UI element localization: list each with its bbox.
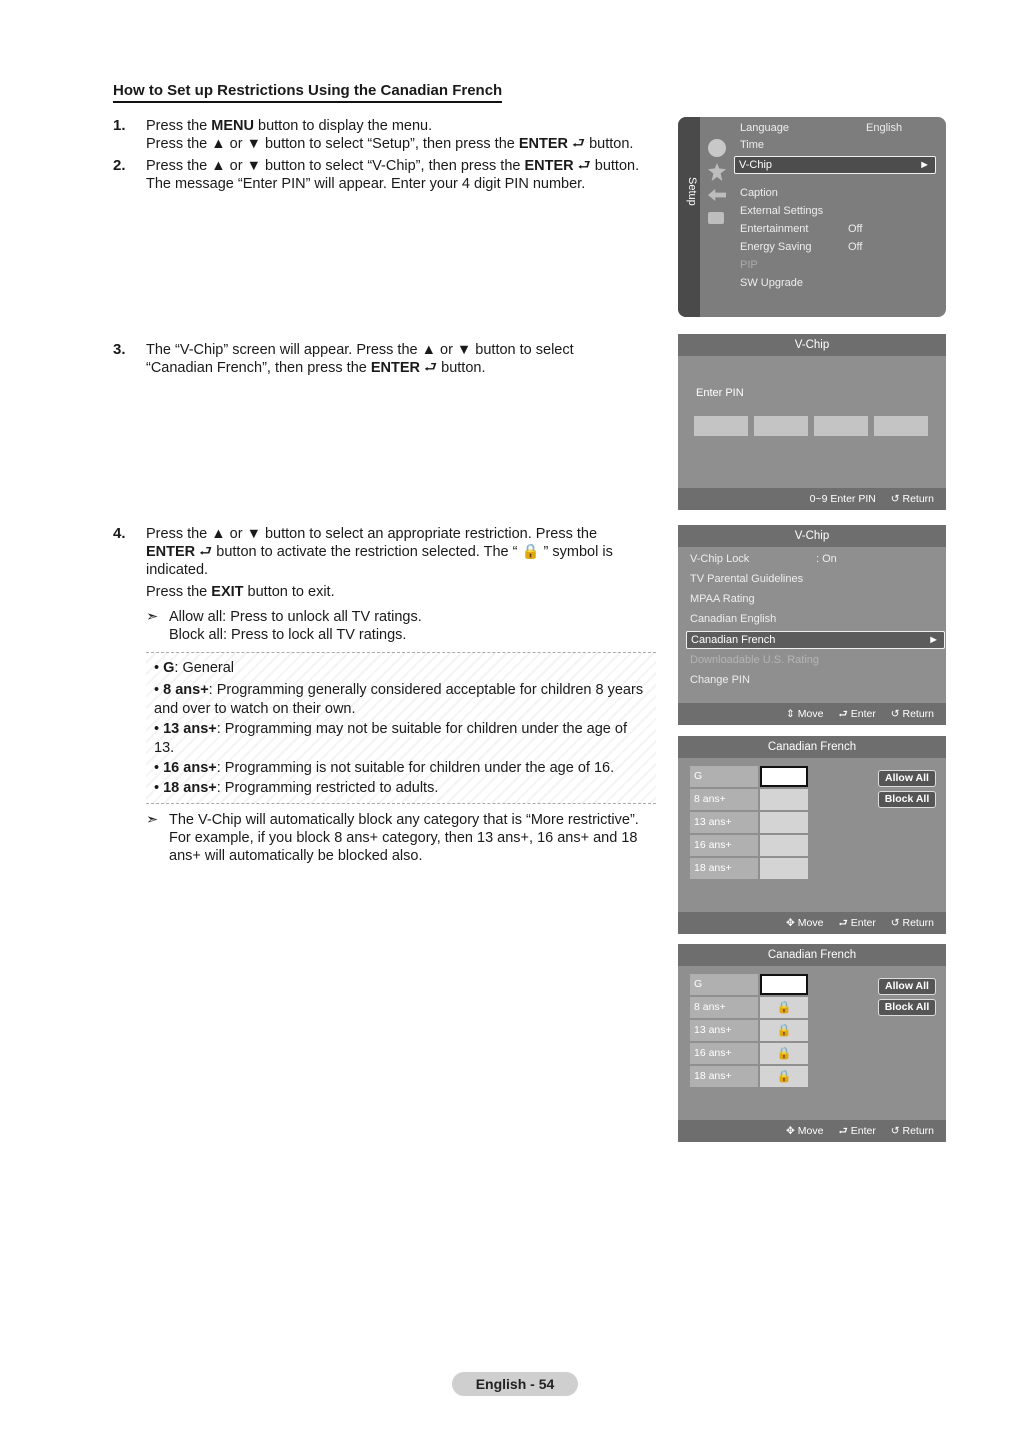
screen-footer bbox=[678, 488, 946, 510]
pin-digit-3[interactable] bbox=[814, 416, 868, 436]
arrow-right-icon: ► bbox=[928, 634, 939, 646]
step-number: 2. bbox=[113, 157, 126, 174]
step-3 bbox=[113, 341, 673, 381]
allow-all-button[interactable]: Allow All bbox=[878, 978, 936, 995]
rating-item: • 8 ans+: Programming generally considered acceptable for children 8 years and over to watch on their own. bbox=[154, 682, 644, 717]
screen-title: Canadian French bbox=[678, 736, 946, 758]
category-13-ans[interactable]: 13 ans+ bbox=[690, 1020, 758, 1041]
footer-return: ↺ Return bbox=[890, 493, 934, 505]
enter-pin-label: Enter PIN bbox=[696, 387, 744, 399]
category-18-ans[interactable]: 18 ans+ bbox=[690, 1066, 758, 1087]
note-auto-text: The V-Chip will automatically block any category that is “More restrictive”. For example, if you block 8 ans+ category, then 13 ans+, 16 ans+ and 18 ans+ will automatically be blocked also. bbox=[169, 812, 639, 864]
support-icon bbox=[708, 189, 726, 201]
menu-item-external-settings[interactable] bbox=[740, 205, 930, 217]
lock-column bbox=[760, 766, 808, 881]
allow-all-button[interactable]: Allow All bbox=[878, 770, 936, 787]
rating-code: G bbox=[163, 660, 175, 676]
rating-definitions bbox=[146, 652, 656, 804]
screen-title: Canadian French bbox=[678, 944, 946, 966]
lock-toggle-13-ans[interactable] bbox=[760, 1020, 808, 1041]
lock-icon: 🔒 bbox=[776, 1023, 792, 1037]
category-13-ans[interactable]: 13 ans+ bbox=[690, 812, 758, 833]
menu-item-caption[interactable] bbox=[740, 187, 930, 199]
category-8-ans[interactable]: 8 ans+ bbox=[690, 997, 758, 1018]
pin-digit-4[interactable] bbox=[874, 416, 928, 436]
footer-enter-pin: 0~9 Enter PIN bbox=[809, 493, 876, 505]
enter-key: ENTER bbox=[524, 158, 574, 174]
text: ⮐ button. bbox=[568, 136, 634, 152]
rating-desc: : Programming is not suitable for children under the age of 16. bbox=[216, 760, 615, 776]
note-allow-block bbox=[146, 608, 666, 648]
rating-desc: : Programming may not be suitable for children under the age of 13. bbox=[154, 721, 627, 756]
pin-digit-1[interactable] bbox=[694, 416, 748, 436]
menu-label: Energy Saving bbox=[740, 241, 812, 253]
menu-label: PIP bbox=[740, 259, 758, 271]
category-18-ans[interactable]: 18 ans+ bbox=[690, 858, 758, 879]
text: ⮐ button to activate the restriction selected. The “ 🔒 ” symbol is indicated. bbox=[146, 544, 613, 578]
text: Press the bbox=[146, 118, 212, 134]
menu-value: : On bbox=[816, 553, 837, 565]
pin-digit-2[interactable] bbox=[754, 416, 808, 436]
enter-pin-screen bbox=[678, 334, 946, 510]
enter-key: ENTER bbox=[370, 360, 421, 376]
lock-toggle-16-ans[interactable] bbox=[760, 835, 808, 856]
lock-column bbox=[760, 974, 808, 1089]
footer-move: ✥ Move bbox=[786, 917, 824, 929]
screen-footer bbox=[678, 912, 946, 934]
menu-item-language[interactable] bbox=[740, 122, 930, 134]
canadian-french-screen-unlocked bbox=[678, 736, 946, 934]
rating-desc: : General bbox=[174, 660, 235, 676]
page-number: English - 54 bbox=[452, 1372, 578, 1396]
category-column bbox=[690, 974, 758, 1089]
text: Press the ▲ or ▼ button to select “Setup”, then press the bbox=[146, 136, 519, 152]
footer-move: ⇕ Move bbox=[786, 708, 824, 720]
lock-toggle-16-ans[interactable] bbox=[760, 1043, 808, 1064]
menu-item-pip[interactable] bbox=[740, 259, 930, 271]
step-number: 1. bbox=[113, 117, 126, 134]
step-number: 3. bbox=[113, 341, 126, 358]
arrow-right-icon: ► bbox=[919, 159, 930, 171]
menu-value: Off bbox=[848, 223, 863, 235]
lock-toggle-13-ans[interactable] bbox=[760, 812, 808, 833]
block-all-button[interactable]: Block All bbox=[878, 999, 936, 1016]
menu-item-canadian-french[interactable] bbox=[686, 631, 945, 649]
text: ⮐ button. The message “Enter PIN” will appear. Enter your 4 digit PIN number. bbox=[146, 158, 640, 192]
rating-item: • 13 ans+: Programming may not be suitable for children under the age of 13. bbox=[154, 721, 627, 756]
menu-label: Downloadable U.S. Rating bbox=[690, 654, 820, 666]
rating-code: 18 ans+ bbox=[163, 780, 217, 796]
menu-label: Language bbox=[740, 122, 789, 134]
footer-enter: ⮐ Enter bbox=[838, 708, 876, 720]
lock-toggle-g[interactable] bbox=[760, 766, 808, 787]
category-g[interactable]: G bbox=[690, 766, 758, 787]
rating-item: • G: General bbox=[154, 660, 235, 676]
footer-enter: ⮐ Enter bbox=[838, 1125, 876, 1137]
menu-item-entertainment[interactable] bbox=[740, 223, 930, 235]
screen-footer bbox=[678, 703, 946, 725]
text: The “V-Chip” screen will appear. Press the ▲ or ▼ button to select “Canadian French”, then press the bbox=[146, 342, 574, 376]
step-1 bbox=[113, 117, 673, 157]
menu-label: Caption bbox=[740, 187, 778, 199]
v-chip-menu-screen bbox=[678, 525, 946, 725]
menu-label: TV Parental Guidelines bbox=[690, 573, 804, 585]
lock-toggle-18-ans[interactable] bbox=[760, 858, 808, 879]
menu-label: Canadian French bbox=[691, 634, 776, 646]
menu-item-energy-saving[interactable] bbox=[740, 241, 930, 253]
footer-return: ↺ Return bbox=[890, 1125, 934, 1137]
lock-icon: 🔒 bbox=[776, 1046, 792, 1060]
page-heading: How to Set up Restrictions Using the Canadian French bbox=[113, 82, 502, 103]
category-16-ans[interactable]: 16 ans+ bbox=[690, 1043, 758, 1064]
note-auto-block bbox=[146, 811, 666, 871]
menu-item-downloadable-us-rating[interactable] bbox=[690, 654, 819, 666]
gear-icon bbox=[708, 163, 726, 181]
menu-label: Change PIN bbox=[690, 674, 750, 686]
note-arrow-icon: ➣ bbox=[146, 812, 159, 828]
menu-value: English bbox=[866, 122, 903, 134]
lock-icon: 🔒 bbox=[776, 1069, 792, 1083]
screen-title: V-Chip bbox=[678, 525, 946, 547]
footer-return: ↺ Return bbox=[890, 708, 934, 720]
lock-toggle-8-ans[interactable] bbox=[760, 789, 808, 810]
category-column bbox=[690, 766, 758, 881]
lock-toggle-18-ans[interactable] bbox=[760, 1066, 808, 1087]
note-allow: Allow all: Press to unlock all TV ratings. bbox=[169, 609, 422, 625]
menu-label: Entertainment bbox=[740, 223, 809, 235]
menu-item-v-chip[interactable] bbox=[734, 156, 936, 174]
note-block: Block all: Press to lock all TV ratings. bbox=[169, 627, 407, 643]
enter-key: ENTER bbox=[146, 544, 196, 560]
footer-enter: ⮐ Enter bbox=[838, 917, 876, 929]
side-label: Setup bbox=[686, 177, 698, 206]
rating-code: 8 ans+ bbox=[163, 682, 209, 698]
canadian-french-screen-locked bbox=[678, 944, 946, 1142]
block-all-button[interactable]: Block All bbox=[878, 791, 936, 808]
menu-item-canadian-english[interactable] bbox=[690, 613, 776, 625]
step-4 bbox=[113, 525, 673, 605]
category-g[interactable]: G bbox=[690, 974, 758, 995]
category-8-ans[interactable]: 8 ans+ bbox=[690, 789, 758, 810]
lock-toggle-8-ans[interactable] bbox=[760, 997, 808, 1018]
menu-key: MENU bbox=[211, 118, 254, 134]
footer-return: ↺ Return bbox=[890, 917, 934, 929]
menu-item-tv-parental-guidelines[interactable] bbox=[690, 573, 803, 585]
menu-label: Time bbox=[740, 139, 765, 151]
rating-code: 16 ans+ bbox=[163, 760, 217, 776]
exit-key: EXIT bbox=[211, 584, 244, 600]
menu-label: External Settings bbox=[740, 205, 824, 217]
screen-title: V-Chip bbox=[678, 334, 946, 356]
text: button to exit. bbox=[243, 584, 335, 600]
menu-item-time[interactable] bbox=[740, 139, 930, 151]
menu-item-change-pin[interactable] bbox=[690, 674, 750, 686]
screen-footer bbox=[678, 1120, 946, 1142]
rating-item: • 18 ans+: Programming restricted to adults. bbox=[154, 780, 439, 796]
lock-toggle-g[interactable] bbox=[760, 974, 808, 995]
rating-desc: : Programming restricted to adults. bbox=[216, 780, 439, 796]
footer-move: ✥ Move bbox=[786, 1125, 824, 1137]
note-arrow-icon: ➣ bbox=[146, 609, 159, 625]
step-number: 4. bbox=[113, 525, 126, 542]
rating-desc: : Programming generally considered acceptable for children 8 years and over to watch on their own. bbox=[154, 682, 644, 717]
setup-menu-screen bbox=[678, 117, 946, 317]
side-bar bbox=[678, 117, 700, 317]
menu-item-v-chip-lock[interactable] bbox=[690, 553, 930, 565]
picture-icon bbox=[708, 212, 724, 224]
text: button to display the menu. bbox=[253, 118, 433, 134]
menu-label: V-Chip bbox=[739, 159, 773, 171]
text: ⮐ button. bbox=[420, 360, 486, 376]
menu-label: V-Chip Lock bbox=[690, 553, 750, 565]
lock-icon: 🔒 bbox=[776, 1000, 792, 1014]
menu-label: Canadian English bbox=[690, 613, 777, 625]
menu-value: Off bbox=[848, 241, 863, 253]
menu-item-mpaa-rating[interactable] bbox=[690, 593, 755, 605]
category-16-ans[interactable]: 16 ans+ bbox=[690, 835, 758, 856]
input-icon bbox=[708, 139, 726, 157]
rating-item: • 16 ans+: Programming is not suitable for children under the age of 16. bbox=[154, 760, 615, 776]
text: Press the bbox=[146, 584, 212, 600]
text: Press the ▲ or ▼ button to select “V-Chip”, then press the bbox=[146, 158, 525, 174]
menu-item-sw-upgrade[interactable] bbox=[740, 277, 930, 289]
text: Press the ▲ or ▼ button to select an appropriate restriction. Press the bbox=[146, 526, 598, 542]
rating-code: 13 ans+ bbox=[163, 721, 217, 737]
menu-label: MPAA Rating bbox=[690, 593, 755, 605]
step-2 bbox=[113, 157, 673, 197]
enter-key: ENTER bbox=[518, 136, 569, 152]
menu-label: SW Upgrade bbox=[740, 277, 803, 289]
